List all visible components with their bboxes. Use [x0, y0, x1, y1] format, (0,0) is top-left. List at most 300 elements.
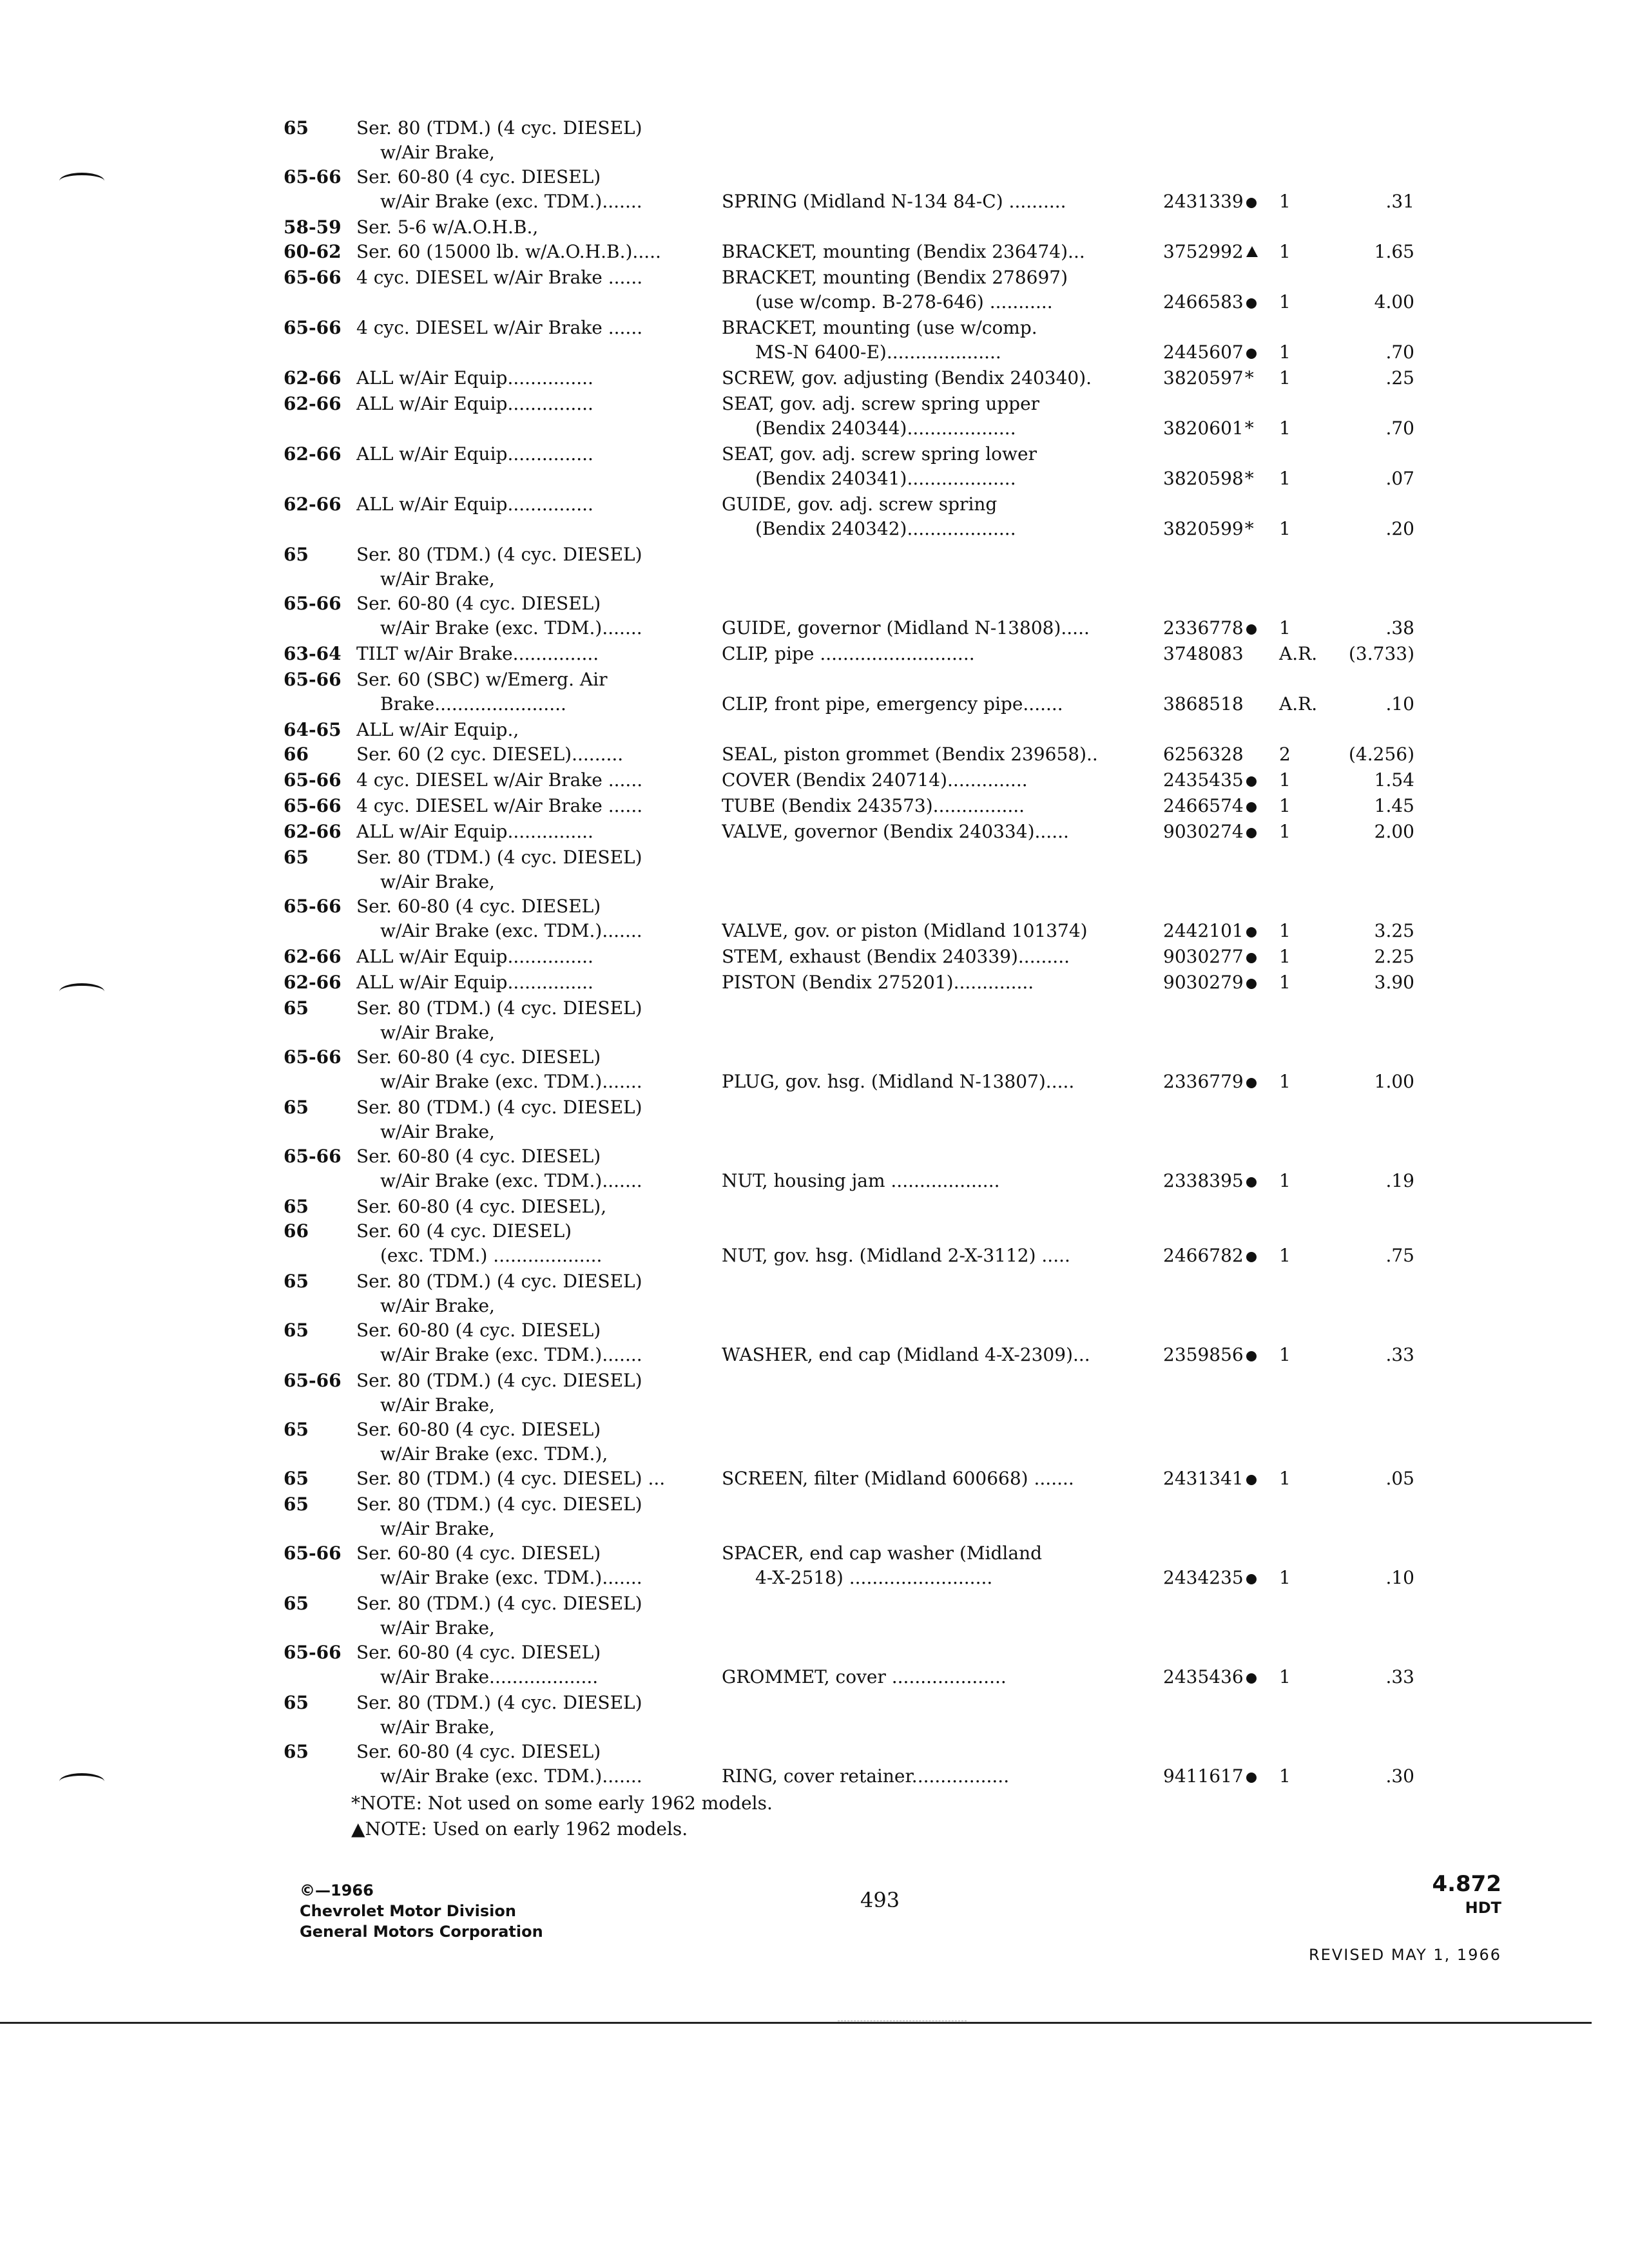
list-price: .19	[1385, 1170, 1414, 1191]
quantity: 2	[1279, 744, 1291, 765]
asterisk-note-icon: *	[1244, 367, 1254, 389]
publisher-block	[300, 1880, 543, 1942]
model-application: w/Air Brake (exc. TDM.).......	[380, 191, 642, 212]
model-application: Ser. 80 (TDM.) (4 cyc. DIESEL)	[356, 544, 642, 565]
table-row	[0, 668, 1629, 692]
part-number-text: 9411617	[1163, 1765, 1244, 1787]
table-row	[0, 316, 1629, 340]
list-price: 1.65	[1374, 241, 1414, 262]
part-number	[1163, 340, 1279, 365]
list-price: 2.00	[1374, 821, 1414, 842]
model-application: w/Air Brake (exc. TDM.).......	[380, 617, 642, 639]
table-row	[0, 1616, 1629, 1640]
model-year: 60-62	[284, 241, 342, 262]
part-number-text: 3820601	[1163, 418, 1244, 439]
table-row	[0, 265, 1629, 290]
table-row	[0, 692, 1629, 716]
model-year: 65	[284, 1692, 309, 1713]
model-application: w/Air Brake,	[380, 871, 495, 892]
part-number-text: 2338395	[1163, 1170, 1244, 1191]
list-price: 1.54	[1374, 769, 1414, 791]
quantity: 1	[1279, 795, 1291, 816]
quantity: 1	[1279, 1245, 1291, 1266]
table-row	[0, 1740, 1629, 1764]
model-year: 65-66	[284, 267, 342, 288]
list-price: (3.733)	[1348, 643, 1414, 664]
quantity: 1	[1279, 1071, 1291, 1092]
table-row	[0, 543, 1629, 567]
part-description: NUT, housing jam ...................	[722, 1170, 1000, 1191]
list-price: .75	[1385, 1245, 1414, 1266]
list-price: .33	[1385, 1666, 1414, 1687]
table-row	[0, 1492, 1629, 1517]
table-row	[0, 642, 1629, 666]
list-price: 4.00	[1374, 291, 1414, 312]
model-application: w/Air Brake,	[380, 1121, 495, 1142]
part-number	[1163, 1070, 1279, 1094]
model-application: 4 cyc. DIESEL w/Air Brake ......	[356, 267, 643, 288]
model-application: w/Air Brake (exc. TDM.).......	[380, 1765, 642, 1787]
model-year: 65	[284, 847, 309, 868]
model-application: Ser. 80 (TDM.) (4 cyc. DIESEL)	[356, 1271, 642, 1292]
model-year: 62-66	[284, 972, 342, 993]
asterisk-note-icon: *	[1244, 518, 1254, 539]
part-number	[1163, 416, 1279, 441]
part-number-text: 3820599	[1163, 518, 1244, 539]
part-description: SEAL, piston grommet (Bendix 239658)..	[722, 744, 1098, 765]
table-row	[0, 1517, 1629, 1541]
new-part-dot-icon	[1246, 927, 1257, 937]
new-part-dot-icon	[1246, 1773, 1257, 1783]
model-application: Ser. 60 (4 cyc. DIESEL)	[356, 1220, 572, 1242]
part-number-text: 3748083	[1163, 643, 1244, 664]
part-number-text: 3820597	[1163, 367, 1244, 389]
table-row	[0, 1169, 1629, 1193]
model-year: 65-66	[284, 1046, 342, 1068]
model-application: ALL w/Air Equip...............	[356, 443, 593, 465]
model-application: Ser. 80 (TDM.) (4 cyc. DIESEL)	[356, 1593, 642, 1614]
triangle-note-icon	[1246, 246, 1258, 257]
page-number: 493	[860, 1888, 900, 1912]
part-number	[1163, 1764, 1279, 1789]
list-price: 3.90	[1374, 972, 1414, 993]
quantity: 1	[1279, 291, 1291, 312]
table-row	[0, 1195, 1629, 1219]
model-application: Ser. 60-80 (4 cyc. DIESEL)	[356, 593, 601, 614]
table-row	[0, 742, 1629, 767]
model-application: w/Air Brake,	[380, 1617, 495, 1639]
model-year: 65-66	[284, 317, 342, 338]
part-description: GROMMET, cover ....................	[722, 1666, 1007, 1687]
part-number-text: 2435436	[1163, 1666, 1244, 1687]
quantity: 1	[1279, 1765, 1291, 1787]
model-application: Ser. 60-80 (4 cyc. DIESEL)	[356, 1046, 601, 1068]
revision-date: REVISED MAY 1, 1966	[1309, 1946, 1501, 1964]
new-part-dot-icon	[1246, 1177, 1257, 1187]
part-description: (use w/comp. B-278-646) ...........	[755, 291, 1053, 312]
table-row	[0, 416, 1629, 441]
table-row	[0, 240, 1629, 264]
new-part-dot-icon	[1246, 349, 1257, 359]
part-number-text: 2435435	[1163, 769, 1244, 791]
new-part-dot-icon	[1246, 1351, 1257, 1361]
quantity: 1	[1279, 769, 1291, 791]
part-description: GUIDE, gov. adj. screw spring	[722, 494, 998, 515]
new-part-dot-icon	[1246, 802, 1257, 812]
model-application: Ser. 80 (TDM.) (4 cyc. DIESEL)	[356, 1494, 642, 1515]
model-year: 64-65	[284, 719, 342, 740]
table-row	[0, 1144, 1629, 1169]
quantity: 1	[1279, 920, 1291, 941]
part-description: SPACER, end cap washer (Midland	[722, 1542, 1043, 1564]
model-application: ALL w/Air Equip...............	[356, 367, 593, 389]
table-row	[0, 1591, 1629, 1616]
table-row	[0, 1369, 1629, 1393]
table-row	[0, 1541, 1629, 1566]
part-number	[1163, 692, 1279, 716]
model-year: 65-66	[284, 166, 342, 187]
new-part-dot-icon	[1246, 1252, 1257, 1262]
list-price: 1.45	[1374, 795, 1414, 816]
quantity: 1	[1279, 972, 1291, 993]
part-number-text: 3868518	[1163, 693, 1244, 715]
part-number	[1163, 642, 1279, 666]
list-price: .10	[1385, 693, 1414, 715]
part-description: CLIP, front pipe, emergency pipe.......	[722, 693, 1063, 715]
table-row	[0, 1442, 1629, 1466]
model-year: 58-59	[284, 216, 342, 238]
model-year: 65	[284, 1494, 309, 1515]
new-part-dot-icon	[1246, 828, 1257, 838]
list-price: .31	[1385, 191, 1414, 212]
model-application: w/Air Brake...................	[380, 1666, 599, 1687]
table-row	[0, 189, 1629, 214]
footnote: *NOTE: Not used on some early 1962 models.	[351, 1792, 773, 1814]
model-year: 66	[284, 1220, 309, 1242]
part-number	[1163, 919, 1279, 943]
part-number-text: 2445607	[1163, 341, 1244, 363]
asterisk-note-icon: *	[1244, 468, 1254, 489]
model-application: Ser. 80 (TDM.) (4 cyc. DIESEL)	[356, 1370, 642, 1391]
model-application: Ser. 60 (2 cyc. DIESEL).........	[356, 744, 624, 765]
part-description: SEAT, gov. adj. screw spring lower	[722, 443, 1037, 465]
part-description: (Bendix 240342)...................	[755, 518, 1016, 539]
list-price: .70	[1385, 341, 1414, 363]
table-row	[0, 718, 1629, 742]
table-row	[0, 820, 1629, 844]
list-price: 1.00	[1374, 1071, 1414, 1092]
part-description: SCREEN, filter (Midland 600668) .......	[722, 1468, 1074, 1489]
new-part-dot-icon	[1246, 979, 1257, 989]
table-row	[0, 116, 1629, 140]
table-row	[0, 996, 1629, 1021]
model-year: 65	[284, 1593, 309, 1614]
quantity: 1	[1279, 367, 1291, 389]
part-number-text: 2466782	[1163, 1245, 1244, 1266]
quantity: A.R.	[1279, 693, 1318, 715]
part-number	[1163, 970, 1279, 995]
table-row	[0, 616, 1629, 640]
part-description: 4-X-2518) .........................	[755, 1567, 993, 1588]
asterisk-note-icon: *	[1244, 418, 1254, 439]
new-part-dot-icon	[1246, 198, 1257, 208]
list-price: 3.25	[1374, 920, 1414, 941]
model-application: Ser. 80 (TDM.) (4 cyc. DIESEL)	[356, 997, 642, 1019]
model-application: w/Air Brake,	[380, 1394, 495, 1416]
model-application: ALL w/Air Equip.,	[356, 719, 519, 740]
quantity: 1	[1279, 468, 1291, 489]
part-description: BRACKET, mounting (use w/comp.	[722, 317, 1037, 338]
part-number-text: 2336778	[1163, 617, 1244, 639]
footnote: ▲NOTE: Used on early 1962 models.	[351, 1818, 688, 1840]
quantity: 1	[1279, 617, 1291, 639]
part-description: RING, cover retainer.................	[722, 1765, 1010, 1787]
list-price: (4.256)	[1348, 744, 1414, 765]
table-row	[0, 1665, 1629, 1689]
table-row	[0, 1715, 1629, 1740]
quantity: 1	[1279, 821, 1291, 842]
page-bottom-rule	[0, 2022, 1592, 2024]
model-application: Ser. 80 (TDM.) (4 cyc. DIESEL)	[356, 847, 642, 868]
model-year: 63-64	[284, 643, 342, 664]
model-application: w/Air Brake (exc. TDM.).......	[380, 1170, 642, 1191]
model-year: 65	[284, 1271, 309, 1292]
model-application: Ser. 60-80 (4 cyc. DIESEL)	[356, 166, 601, 187]
part-description: SEAT, gov. adj. screw spring upper	[722, 393, 1040, 414]
new-part-dot-icon	[1246, 953, 1257, 963]
part-description: SPRING (Midland N-134 84-C) ..........	[722, 191, 1066, 212]
model-year: 62-66	[284, 393, 342, 414]
part-number-text: 3820598	[1163, 468, 1244, 489]
model-application: w/Air Brake,	[380, 1518, 495, 1539]
model-application: Ser. 60-80 (4 cyc. DIESEL)	[356, 1419, 601, 1440]
margin-punch-mark	[59, 983, 104, 1000]
table-row	[0, 340, 1629, 365]
model-year: 65-66	[284, 1146, 342, 1167]
part-description: WASHER, end cap (Midland 4-X-2309)...	[722, 1344, 1090, 1365]
model-application: Ser. 60-80 (4 cyc. DIESEL),	[356, 1196, 607, 1217]
model-application: w/Air Brake (exc. TDM.).......	[380, 1071, 642, 1092]
table-row	[0, 1566, 1629, 1590]
part-description: CLIP, pipe ...........................	[722, 643, 975, 664]
part-description: SCREW, gov. adjusting (Bendix 240340).	[722, 367, 1092, 389]
table-row	[0, 1070, 1629, 1094]
model-year: 62-66	[284, 367, 342, 389]
part-number-text: 9030279	[1163, 972, 1244, 993]
table-row	[0, 1393, 1629, 1418]
table-row	[0, 1691, 1629, 1715]
model-application: Ser. 80 (TDM.) (4 cyc. DIESEL) ...	[356, 1468, 666, 1489]
quantity: 1	[1279, 1567, 1291, 1588]
model-application: TILT w/Air Brake...............	[356, 643, 599, 664]
table-row	[0, 894, 1629, 919]
list-price: .07	[1385, 468, 1414, 489]
model-year: 65-66	[284, 1370, 342, 1391]
table-row	[0, 845, 1629, 870]
table-row	[0, 1269, 1629, 1294]
table-row	[0, 366, 1629, 390]
part-number-text: 9030277	[1163, 946, 1244, 967]
list-price: .10	[1385, 1567, 1414, 1588]
model-year: 65	[284, 997, 309, 1019]
list-price: .05	[1385, 1468, 1414, 1489]
part-description: STEM, exhaust (Bendix 240339).........	[722, 946, 1070, 967]
table-row	[0, 1095, 1629, 1120]
quantity: 1	[1279, 1666, 1291, 1687]
model-year: 65-66	[284, 769, 342, 791]
model-application: w/Air Brake (exc. TDM.).......	[380, 1567, 642, 1588]
model-application: Ser. 80 (TDM.) (4 cyc. DIESEL)	[356, 117, 642, 139]
model-application: ALL w/Air Equip...............	[356, 946, 593, 967]
model-year: 65-66	[284, 593, 342, 614]
part-description: PLUG, gov. hsg. (Midland N-13807).....	[722, 1071, 1075, 1092]
quantity: A.R.	[1279, 643, 1318, 664]
part-description: NUT, gov. hsg. (Midland 2-X-3112) .....	[722, 1245, 1070, 1266]
quantity: 1	[1279, 1170, 1291, 1191]
table-row	[0, 945, 1629, 969]
table-row	[0, 794, 1629, 818]
table-row	[0, 466, 1629, 491]
model-application: Ser. 60-80 (4 cyc. DIESEL)	[356, 1320, 601, 1341]
part-number-text: 2336779	[1163, 1071, 1244, 1092]
table-row	[0, 1764, 1629, 1789]
model-application: ALL w/Air Equip...............	[356, 821, 593, 842]
part-number-text: 2442101	[1163, 920, 1244, 941]
part-description: COVER (Bendix 240714)..............	[722, 769, 1028, 791]
corporation-name: General Motors Corporation	[300, 1923, 543, 1941]
list-price: .25	[1385, 367, 1414, 389]
model-year: 62-66	[284, 494, 342, 515]
model-application: Ser. 60 (SBC) w/Emerg. Air	[356, 669, 608, 690]
model-application: Ser. 80 (TDM.) (4 cyc. DIESEL)	[356, 1692, 642, 1713]
model-application: ALL w/Air Equip...............	[356, 494, 593, 515]
model-year: 65	[284, 1320, 309, 1341]
model-year: 62-66	[284, 443, 342, 465]
part-number-text: 2359856	[1163, 1344, 1244, 1365]
part-description: VALVE, governor (Bendix 240334)......	[722, 821, 1069, 842]
model-application: Ser. 60-80 (4 cyc. DIESEL)	[356, 1542, 601, 1564]
part-number	[1163, 1244, 1279, 1268]
model-application: Ser. 60 (15000 lb. w/A.O.H.B.).....	[356, 241, 661, 262]
part-description: GUIDE, governor (Midland N-13808).....	[722, 617, 1090, 639]
part-number	[1163, 1466, 1279, 1491]
list-price: .38	[1385, 617, 1414, 639]
table-row	[0, 392, 1629, 416]
model-application: w/Air Brake,	[380, 1295, 495, 1316]
quantity: 1	[1279, 418, 1291, 439]
table-row	[0, 1318, 1629, 1343]
part-number	[1163, 1169, 1279, 1193]
quantity: 1	[1279, 1344, 1291, 1365]
part-number-text: 2466583	[1163, 291, 1244, 312]
part-description: MS-N 6400-E)....................	[755, 341, 1001, 363]
section-category: HDT	[1465, 1899, 1501, 1917]
part-number	[1163, 366, 1279, 390]
list-price: 2.25	[1374, 946, 1414, 967]
table-row	[0, 165, 1629, 189]
model-year: 62-66	[284, 821, 342, 842]
part-number	[1163, 290, 1279, 314]
part-number	[1163, 768, 1279, 793]
list-price: .33	[1385, 1344, 1414, 1365]
table-row	[0, 1466, 1629, 1491]
model-application: w/Air Brake,	[380, 568, 495, 590]
model-application: w/Air Brake,	[380, 142, 495, 163]
new-part-dot-icon	[1246, 776, 1257, 787]
model-application: Ser. 60-80 (4 cyc. DIESEL)	[356, 896, 601, 917]
table-row	[0, 970, 1629, 995]
model-application: 4 cyc. DIESEL w/Air Brake ......	[356, 769, 643, 791]
copyright-year: ©—1966	[300, 1881, 374, 1899]
model-application: ALL w/Air Equip...............	[356, 972, 593, 993]
model-application: w/Air Brake,	[380, 1716, 495, 1738]
part-number	[1163, 742, 1279, 767]
model-application: w/Air Brake (exc. TDM.),	[380, 1443, 608, 1465]
part-number	[1163, 616, 1279, 640]
part-number	[1163, 517, 1279, 541]
model-application: Ser. 5-6 w/A.O.H.B.,	[356, 216, 539, 238]
model-year: 65	[284, 1468, 309, 1489]
list-price: .30	[1385, 1765, 1414, 1787]
margin-punch-mark	[59, 1773, 104, 1790]
part-number	[1163, 820, 1279, 844]
table-row	[0, 919, 1629, 943]
new-part-dot-icon	[1246, 298, 1257, 309]
part-number-text: 2434235	[1163, 1567, 1244, 1588]
part-number-text: 6256328	[1163, 744, 1244, 765]
part-number-text: 2466574	[1163, 795, 1244, 816]
division-name: Chevrolet Motor Division	[300, 1902, 516, 1920]
model-year: 65	[284, 1196, 309, 1217]
table-row	[0, 1294, 1629, 1318]
table-row	[0, 1343, 1629, 1367]
part-number	[1163, 1343, 1279, 1367]
model-year: 65-66	[284, 795, 342, 816]
part-number-text: 3752992	[1163, 241, 1244, 262]
table-row	[0, 1640, 1629, 1665]
table-row	[0, 492, 1629, 517]
new-part-dot-icon	[1246, 1673, 1257, 1684]
quantity: 1	[1279, 946, 1291, 967]
part-number	[1163, 1566, 1279, 1590]
model-year: 62-66	[284, 946, 342, 967]
model-application: w/Air Brake,	[380, 1022, 495, 1043]
model-application: Ser. 60-80 (4 cyc. DIESEL)	[356, 1741, 601, 1762]
model-application: w/Air Brake (exc. TDM.).......	[380, 920, 642, 941]
table-row	[0, 1021, 1629, 1045]
quantity: 1	[1279, 191, 1291, 212]
table-row	[0, 1418, 1629, 1442]
part-number-text: 2431341	[1163, 1468, 1244, 1489]
list-price: .70	[1385, 418, 1414, 439]
new-part-dot-icon	[1246, 1574, 1257, 1584]
table-row	[0, 1045, 1629, 1070]
table-row	[0, 215, 1629, 240]
part-description: (Bendix 240341)...................	[755, 468, 1016, 489]
table-row	[0, 1244, 1629, 1268]
part-number	[1163, 466, 1279, 491]
new-part-dot-icon	[1246, 1475, 1257, 1485]
part-number	[1163, 189, 1279, 214]
model-year: 65-66	[284, 669, 342, 690]
model-year: 65	[284, 1741, 309, 1762]
model-year: 65	[284, 1419, 309, 1440]
part-description: VALVE, gov. or piston (Midland 101374)	[722, 920, 1088, 941]
new-part-dot-icon	[1246, 624, 1257, 635]
table-row	[0, 567, 1629, 591]
model-application: 4 cyc. DIESEL w/Air Brake ......	[356, 795, 643, 816]
model-year: 65	[284, 1097, 309, 1118]
